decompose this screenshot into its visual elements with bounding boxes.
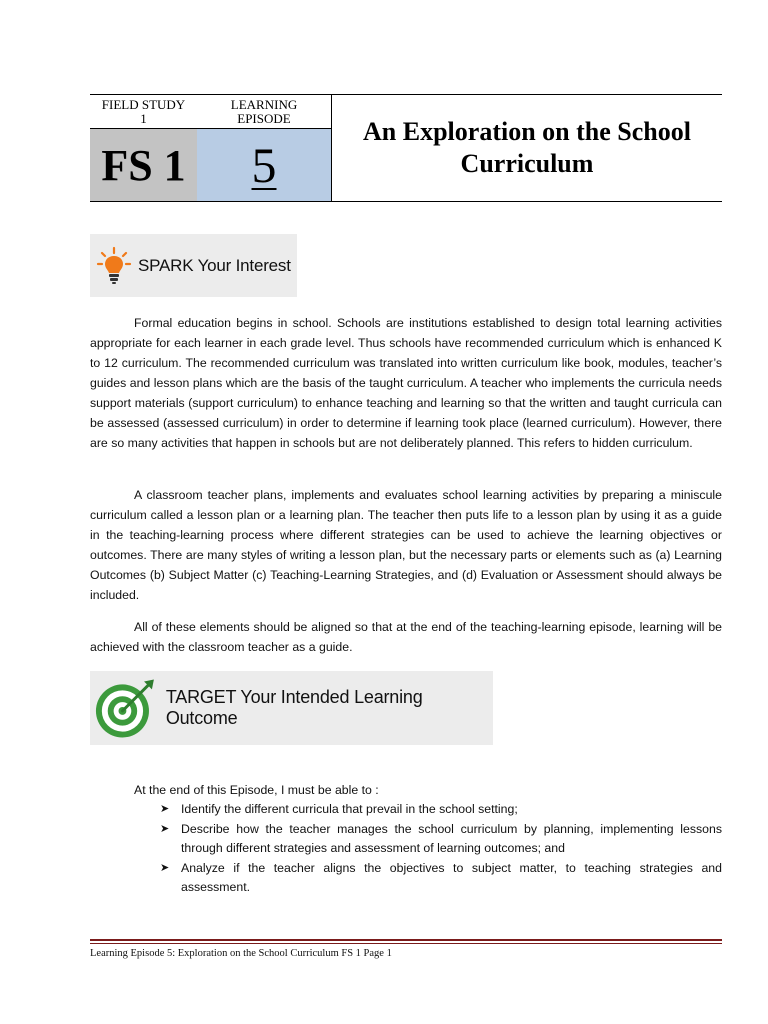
arrow-bullet-icon: ➤ — [160, 822, 170, 835]
target-label: TARGET Your Intended Learning Outcome — [165, 687, 423, 728]
title-line1: An Exploration on the School — [363, 117, 691, 146]
fs-code: FS 1 — [101, 140, 186, 190]
title-line2: Curriculum — [460, 149, 594, 178]
arrow-bullet-icon: ➤ — [160, 803, 170, 815]
objective-text: Analyze if the teacher aligns the objectives to subject matter, to teaching strategies and assessment. — [181, 860, 722, 894]
spark-banner — [90, 234, 297, 297]
page-footer: Learning Episode 5: Exploration on the School Curriculum FS 1 Page 1 — [90, 948, 392, 959]
episode-number-box — [197, 129, 331, 201]
arrow-bullet-icon: ➤ — [160, 861, 170, 874]
footer-rule-thin — [90, 943, 722, 944]
objectives-list — [160, 800, 722, 898]
paragraph-3: All of these elements should be aligned so that at the end of the teaching-learning episode, learning will be achieved with the classroom teacher as a guide. — [90, 620, 722, 654]
episode-number: 5 — [251, 137, 277, 193]
paragraph-2: A classroom teacher plans, implements and evaluates school learning activities by preparing a miniscule curriculum called a lesson plan or a learning plan. The teacher then puts life to a lesson plan by using it as a guide in the teaching-learning process where different strategies can be used to achieve the learning objectives or outcomes. There are many styles of writing a lesson plan, but the necessary parts or elements such as (a) Learning Outcomes (b) Subject Matter (c) Teaching-Learning Strategies, and (d) Evaluation or Assessment should always be included. — [90, 488, 722, 602]
paragraph-1: Formal education begins in school. Schools are institutions established to design total learning activities appropriate for each learner in each grade level. Thus schools have recommended curriculum which is enhanced K to 12 curriculum. The recommended curriculum was translated into written curriculum like book, modules, teacher’s guides and lesson plans which are the basis of the taught curriculum. A teacher who implements the curricula needs support materials (support curriculum) to enhance teaching and learning so that the written and taught curricula can be assessed (assessed curriculum) in order to determine if learning took place (learned curriculum). However, there are so many activities that happen in schools but are not deliberately planned. This refers to hidden curriculum. — [90, 316, 722, 450]
field-study-line1: FIELD STUDY — [101, 97, 186, 112]
lightbulb-icon — [96, 246, 132, 286]
field-study-label — [90, 95, 197, 129]
learning-episode-line1: LEARNING — [230, 97, 298, 112]
page-title — [332, 95, 722, 201]
learning-episode-line2: EPISODE — [237, 111, 291, 126]
objective-text: Describe how the teacher manages the school curriculum by planning, implementing lessons through different strategies and assessment of learning outcomes; and — [181, 821, 722, 855]
field-study-line2: 1 — [140, 111, 147, 126]
learning-episode-label — [197, 95, 331, 129]
list-item — [160, 820, 722, 859]
spark-label: SPARK Your Interest — [138, 255, 291, 275]
list-item — [160, 800, 722, 820]
episode-header — [90, 94, 722, 202]
objectives-intro: At the end of this Episode, I must be able to : — [134, 783, 379, 797]
target-banner — [90, 671, 493, 745]
footer-rule-thick — [90, 939, 722, 941]
list-item — [160, 859, 722, 898]
target-icon — [93, 675, 158, 741]
fs-code-box — [90, 129, 197, 201]
objective-text: Identify the different curricula that prevail in the school setting; — [181, 802, 518, 816]
